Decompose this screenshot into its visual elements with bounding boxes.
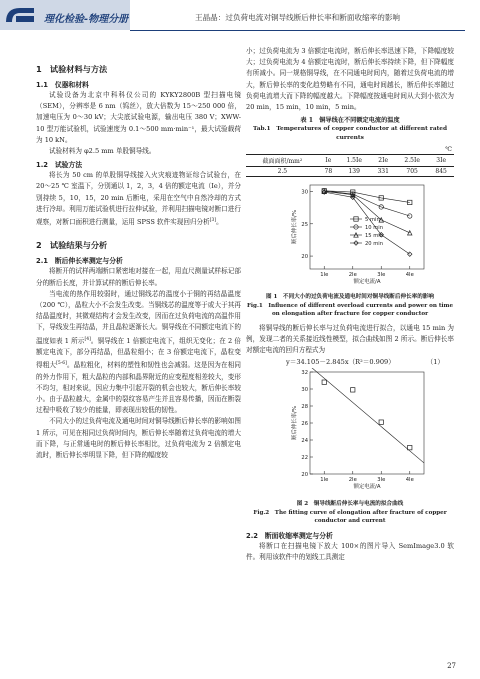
journal-logo-icon xyxy=(4,4,38,26)
equation: y＝34.105－2.845x（R²＝0.909） xyxy=(286,358,395,367)
table-1 xyxy=(246,145,454,177)
y-tick-label: 32 xyxy=(301,370,308,377)
legend-label: 10 min xyxy=(365,225,384,232)
table-cell: 705 xyxy=(396,167,428,177)
paragraph: 将断开的试样两端断口紧密地对接在一起，用直尺测量试样标记部分的断后长度，并计算试样的断后伸长率。 xyxy=(36,267,241,287)
paragraph: 试验设备为北京中科科仪公司的 KYKY2800B 型扫描电镜（SEM），分辨率是 6 nm（钨丝），放大倍数为 15～250 000 倍，加速电压为 0～30 kV；大尖底试验电源，输出电压 380 V；XWW-10 型万能试验机，试验速度为 0.1～500 mm·min⁻¹，最大试验载荷为 10 kN。 xyxy=(36,91,241,144)
table-header: 2.5Ie xyxy=(396,155,428,167)
paragraph: 不同大小的过负荷电流及通电时间对铜导线断后伸长率的影响如图 1 所示，可见在相同过负荷时间内，断后伸长率随着过负荷电流的增大而下降，与正常通电时的断后伸长率相比，过负荷电流为 2 倍额定电流时，断后伸长率明显下降，但下降的幅度较 xyxy=(36,417,241,460)
y-tick-label: 30 xyxy=(301,387,308,394)
table-header: 截面面积/mm² xyxy=(246,155,319,167)
table-header: 3Ie xyxy=(428,155,454,167)
y-tick-label: 24 xyxy=(301,438,308,445)
x-tick-label: 4Ie xyxy=(405,477,414,484)
equation-1 xyxy=(246,356,454,368)
section-1-2-title: 1.2 试验方法 xyxy=(36,161,83,170)
section-1-title: 1 试验材料与方法 xyxy=(36,64,108,74)
x-axis-label: 额定电流/A xyxy=(353,279,381,286)
x-axis-label: 额定电流/A xyxy=(353,484,381,491)
equation-number: （1） xyxy=(426,358,444,367)
figure-2-chart xyxy=(246,368,454,496)
citation: [3] xyxy=(209,218,217,224)
table-header: 2Ie xyxy=(370,155,396,167)
legend-label: 15 min xyxy=(365,233,384,240)
table-row xyxy=(246,167,454,177)
citation: [4] xyxy=(84,336,91,342)
x-tick-label: 2Ie xyxy=(348,272,357,279)
table-header-row xyxy=(246,155,454,167)
y-tick-label: 28 xyxy=(301,404,308,411)
x-tick-label: 3Ie xyxy=(377,272,386,279)
running-title: 王晶晶：过负荷电流对铜导线断后伸长率和断面收缩率的影响 xyxy=(195,13,401,22)
left-column xyxy=(36,46,241,461)
legend-label: 5 min xyxy=(365,217,380,224)
y-tick-label: 20 xyxy=(301,472,308,479)
figure-2-caption: 图 2 铜导线断后伸长率与电流的拟合曲线 xyxy=(296,501,404,508)
figure-1-caption-en: Fig.1 Influence of different overload currents and power on time on elongation after fracture for copper conductor xyxy=(246,302,454,318)
data-point-square xyxy=(351,388,355,392)
paragraph: 将断口在扫描电镜下放大 100×的图片导入 SemImage3.0 软件。利用该软件中的划线工具测定 xyxy=(246,542,454,562)
paragraph: 将长为 50 cm 的单股铜导线接入火灾痕迹物证综合试验台，在 20～25 ℃ 室温下，分别通以 1，2，3，4 倍的额定电流（Ie），并分别持续 5，10，15，20 min 后断电，采用在空气中自然冷却的方式进行冷却。利用万能试验机进行拉伸试验，并利用扫描电镜对断口进行观察，对断口面积进行测量，运用 SPSS 软件实现回归分析[3]。 xyxy=(36,171,241,227)
section-2-title: 2 试验结果与分析 xyxy=(36,240,108,251)
y-tick-label: 20 xyxy=(301,254,308,261)
x-tick-label: 1Ie xyxy=(320,477,329,484)
table-cell: 331 xyxy=(370,167,396,177)
y-tick-label: 22 xyxy=(301,455,308,462)
table-1-caption: 表 1 铜导线在不同额定电流的温度 xyxy=(300,117,400,125)
paragraph: 试验材料为 φ2.5 mm 单股铜导线。 xyxy=(49,147,156,156)
plot-frame xyxy=(310,372,424,474)
table-header: Ie xyxy=(319,155,338,167)
section-2-2-title: 2.2 断面收缩率测定与分析 xyxy=(246,532,333,541)
figure-1-caption: 图 1 不同大小的过负荷电流及通电时间对铜导线断后伸长率的影响 xyxy=(265,294,435,301)
figure-1-chart xyxy=(246,181,454,289)
section-1-1-title: 1.1 仪器和材料 xyxy=(36,81,89,89)
table-cell: 78 xyxy=(319,167,338,177)
y-tick-label: 26 xyxy=(301,421,308,428)
table-header: 1.5Ie xyxy=(338,155,370,167)
x-tick-label: 1Ie xyxy=(320,272,329,279)
right-column xyxy=(246,46,454,563)
data-point-square xyxy=(322,380,326,384)
table-cell: 2.5 xyxy=(246,167,319,177)
legend-label: 20 min xyxy=(365,241,384,248)
figure-2-caption-en: Fig.2 The fitting curve of elongation after fracture of copper conductor and current xyxy=(253,509,447,525)
table-1-caption-en: Tab.1 Temperatures of copper conductor at different rated currents xyxy=(252,126,448,142)
table-unit: ℃ xyxy=(246,145,454,155)
table-cell: 139 xyxy=(338,167,370,177)
fit-line xyxy=(310,368,424,463)
paragraph: 小；过负荷电流为 3 倍额定电流时，断后伸长率迅速下降，下降幅度较大；过负荷电流为 4 倍额定电流时，断后伸长率持续下降，但下降幅度有所减小。同一规格铜导线，在不同通电时间内，随着过负荷电流的增大，断后伸长率的变化趋势略有不同，通电时间越长，断后伸长率随过负荷电流增大而下降的幅度越大。下降幅度按通电时间从大到小依次为 20 min，15 min，10 min，5 min。 xyxy=(246,47,454,112)
citation: [5-6] xyxy=(56,361,67,367)
x-tick-label: 3Ie xyxy=(377,477,386,484)
y-axis-label: 断后伸长率/% xyxy=(292,406,298,441)
section-2-1-title: 2.1 断后伸长率测定与分析 xyxy=(36,257,123,266)
y-axis-label: 断后伸长率/% xyxy=(292,210,298,245)
table-cell: 845 xyxy=(428,167,454,177)
page-number: 27 xyxy=(447,662,456,670)
x-tick-label: 2Ie xyxy=(348,477,357,484)
x-tick-label: 4Ie xyxy=(405,272,414,279)
data-point-square xyxy=(379,420,383,424)
header-rule xyxy=(130,30,465,31)
y-tick-label: 25 xyxy=(301,221,308,228)
y-tick-label: 30 xyxy=(301,189,308,196)
paragraph: 当电流的热作用较弱时，通过铜线芯的温度小于铜的再结晶温度（200 ℃），晶粒大小不会发生改变。当铜线芯的温度等于或大于其再结晶温度时，其微观结构才会发生改变，因而在过负荷电流的高温作用下，导线发生再结晶，并且晶粒逐渐长大。铜导线在不同额定电流下的温度如表 1 所示[4]。铜导线在 1 倍额定电流下，组织无变化；在 2 倍额定电流下，部分再结晶，但晶粒细小；在 3 倍额定电流下，晶粒变得粗大[5-6]。晶粒粗化，材料的塑性和韧性也会减弱。这是因为在相同的外力作用下，粗大晶粒的内部和晶界附近的应变程度相差较大，变形不均匀，相对来说，因应力集中引起开裂的机会也较大，断后伸长率较小。由于晶粒越大，金属中的裂纹容易产生并且容易传播，因而在断裂过程中吸收了较少的能量，即表现出较低的韧性。 xyxy=(36,289,242,415)
journal-name: 理化检验-物理分册 xyxy=(44,14,129,25)
paragraph: 将铜导线的断后伸长率与过负荷电流进行拟合，以通电 15 min 为例，发现二者的关系接近线性模型，拟合曲线如图 2 所示。断后伸长率对额定电流的回归方程式为 xyxy=(246,323,454,355)
